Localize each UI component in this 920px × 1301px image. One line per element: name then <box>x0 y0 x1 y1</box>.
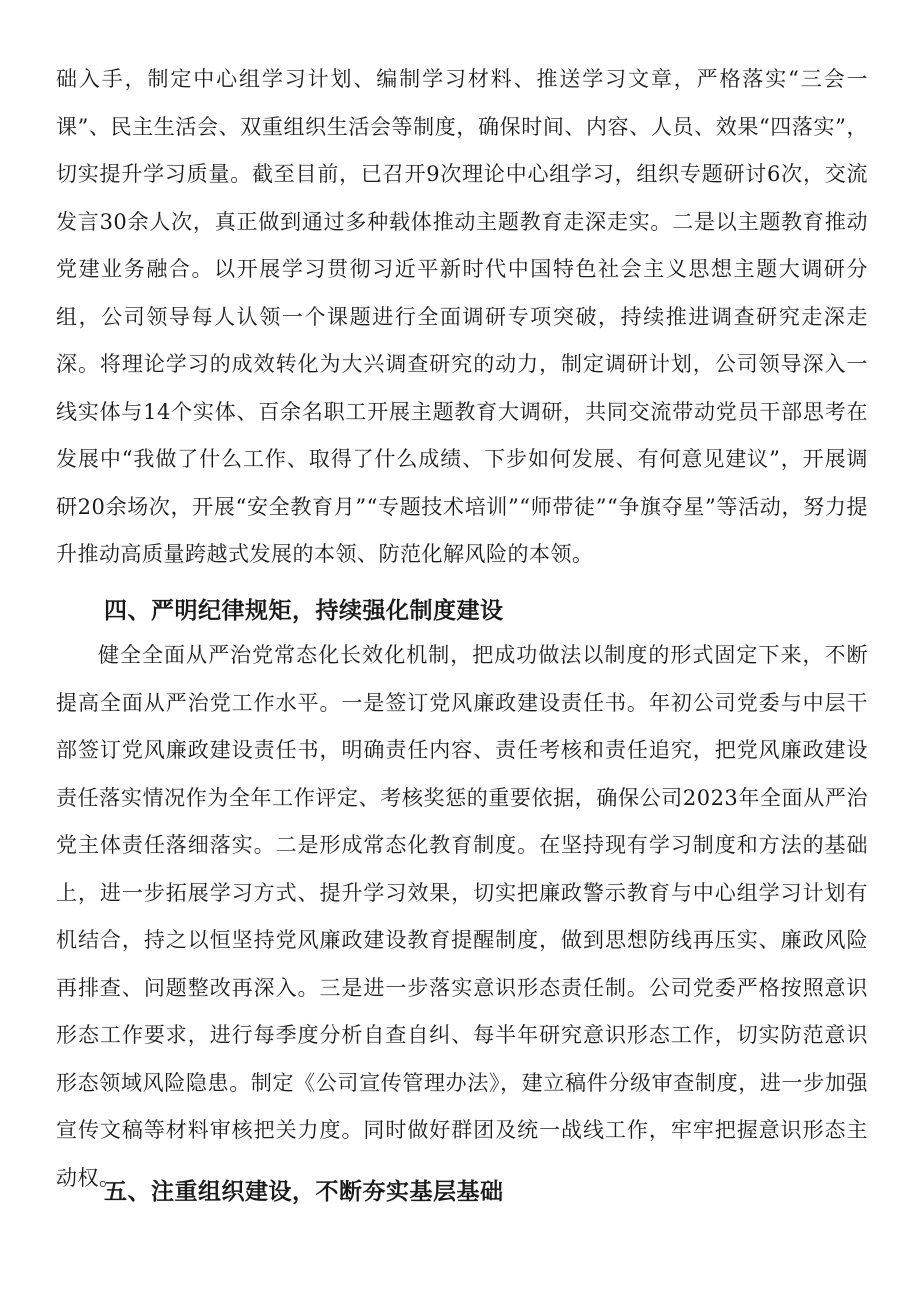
body-paragraph-section-4: 健全全面从严治党常态化长效化机制，把成功做法以制度的形式固定下来，不断提高全面从严治党工作水平。一是签订党风廉政建设责任书。年初公司党委与中层干部签订党风廉政建设责任书，明确责任内容、责任考核和责任追究，把党风廉政建设责任落实情况作为全年工作评定、考核奖惩的重要依据，确保公司2023年全面从严治党主体责任落细落实。二是形成常态化教育制度。在坚持现有学习制度和方法的基础上，进一步拓展学习方式、提升学习效果，切实把廉政警示教育与中心组学习计划有机结合，持之以恒坚持党风廉政建设教育提醒制度，做到思想防线再压实、廉政风险再排查、问题整改再深入。三是进一步落实意识形态责任制。公司党委严格按照意识形态工作要求，进行每季度分析自查自纠、每半年研究意识形态工作，切实防范意识形态领域风险隐患。制定《公司宣传管理办法》，建立稿件分级审查制度，进一步加强宣传文稿等材料审核把关力度。同时做好群团及统一战线工作，牢牢把握意识形态主动权。 <box>56 643 868 1190</box>
section-heading-4: 四、严明纪律规矩，持续强化制度建设 <box>104 598 504 624</box>
body-paragraph-continuation: 础入手，制定中心组学习计划、编制学习材料、推送学习文章，严格落实“三会一课”、民主生活会、双重组织生活会等制度，确保时间、内容、人员、效果“四落实”，切实提升学习质量。截至目前，已召开9次理论中心组学习，组织专题研讨6次，交流发言30余人次，真正做到通过多种载体推动主题教育走深走实。二是以主题教育推动党建业务融合。以开展学习贯彻习近平新时代中国特色社会主义思想主题大调研分组，公司领导每人认领一个课题进行全面调研专项突破，持续推进调查研究走深走深。将理论学习的成效转化为大兴调查研究的动力，制定调研计划，公司领导深入一线实体与14个实体、百余名职工开展主题教育大调研，共同交流带动党员干部思考在发展中“我做了什么工作、取得了什么成绩、下步如何发展、有何意见建议”，开展调研20余场次，开展“安全教育月”“专题技术培训”“师带徒”“争旗夺星”等活动，努力提升推动高质量跨越式发展的本领、防范化解风险的本领。 <box>56 67 868 566</box>
section-heading-5: 五、注重组织建设，不断夯实基层基础 <box>104 1179 504 1205</box>
